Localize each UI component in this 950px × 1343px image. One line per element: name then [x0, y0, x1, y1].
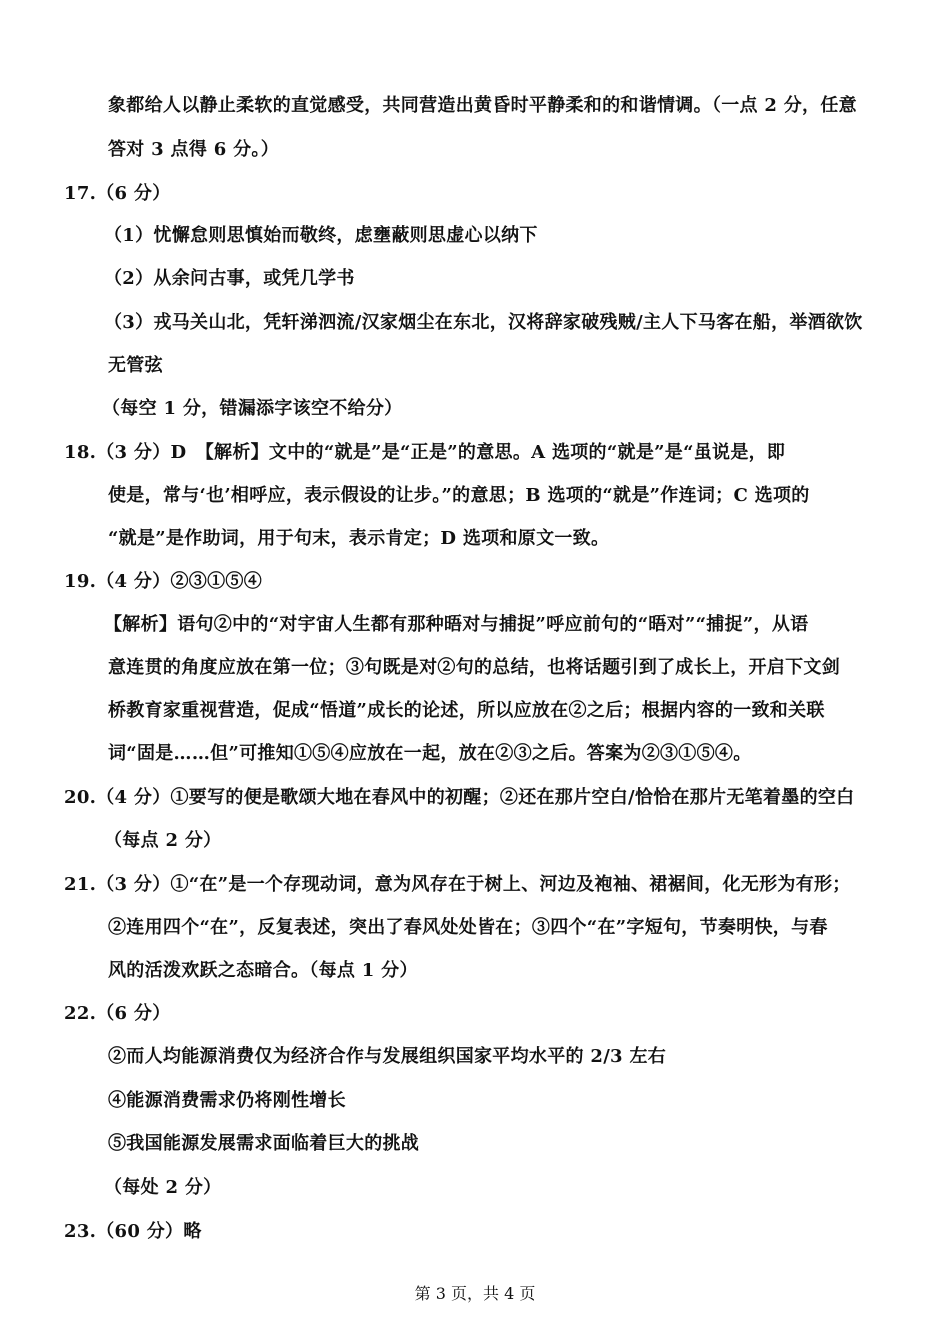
page-number-footer: 第 3 页，共 4 页 — [414, 1284, 536, 1303]
q17-answer-1: （1）忧懈怠则思慎始而敬终，虑壅蔽则思虚心以纳下 — [104, 225, 538, 246]
q21-answer-line-2: ②连用四个“在”，反复表述，突出了春风处处皆在；③四个“在”字短句，节奏明快，与春 — [108, 917, 828, 938]
q18-answer-line-3: “就是”是作助词，用于句末，表示肯定；D 选项和原文一致。 — [108, 528, 610, 549]
q17-header: 17.（6 分） — [64, 183, 171, 204]
q22-answer-2: ④能源消费需求仍将刚性增长 — [108, 1090, 346, 1111]
q16-answer-line-2: 答对 3 点得 6 分。） — [108, 139, 280, 160]
q20-answer: 20.（4 分）①要写的便是歌颂大地在春风中的初醒；②还在那片空白/恰恰在那片无笔着墨的空白 — [64, 787, 855, 808]
q17-answer-2: （2）从余问古事，或凭几学书 — [104, 268, 355, 289]
q17-scoring-note: （每空 1 分，错漏添字该空不给分） — [102, 398, 403, 419]
q22-scoring-note: （每处 2 分） — [104, 1177, 222, 1198]
q22-header: 22.（6 分） — [64, 1003, 171, 1024]
q19-header: 19.（4 分）②③①⑤④ — [64, 571, 263, 592]
q21-answer-line-3: 风的活泼欢跃之态暗合。（每点 1 分） — [108, 960, 418, 981]
q22-answer-1: ②而人均能源消费仅为经济合作与发展组织国家平均水平的 2/3 左右 — [108, 1046, 667, 1067]
q23-answer: 23.（60 分）略 — [64, 1221, 202, 1242]
q21-answer-line-1: 21.（3 分）①“在”是一个存现动词，意为风存在于树上、河边及袍袖、裙裾间，化无形为有形； — [64, 874, 851, 895]
q20-scoring-note: （每点 2 分） — [104, 830, 222, 851]
q19-analysis-line-1: 【解析】语句②中的“对宇宙人生都有那种晤对与捕捉”呼应前句的“晤对”“捕捉”，从语 — [104, 614, 809, 635]
q22-answer-3: ⑤我国能源发展需求面临着巨大的挑战 — [108, 1133, 420, 1154]
q19-analysis-line-4: 词“固是……但”可推知①⑤④应放在一起，放在②③之后。答案为②③①⑤④。 — [108, 743, 752, 764]
q19-analysis-line-2: 意连贯的角度应放在第一位；③句既是对②句的总结，也将话题引到了成长上，开启下文剑 — [108, 657, 840, 678]
q18-answer-line-1: 18.（3 分）D 【解析】文中的“就是”是“正是”的意思。A 选项的“就是”是“虽说是，即 — [64, 442, 786, 463]
q17-answer-3-line-1: （3）戎马关山北，凭轩涕泗流/汉家烟尘在东北，汉将辞家破残贼/主人下马客在船，举酒欲饮 — [104, 312, 863, 333]
q17-answer-3-line-2: 无管弦 — [108, 355, 163, 376]
q16-answer-line-1: 象都给人以静止柔软的直觉感受，共同营造出黄昏时平静柔和的和谐情调。（一点 2 分，任意 — [108, 95, 857, 116]
q19-analysis-line-3: 桥教育家重视营造，促成“悟道”成长的论述，所以应放在②之后；根据内容的一致和关联 — [108, 700, 825, 721]
q18-answer-line-2: 使是，常与‘也’相呼应，表示假设的让步。”的意思；B 选项的“就是”作连词；C 选项的 — [108, 485, 810, 506]
